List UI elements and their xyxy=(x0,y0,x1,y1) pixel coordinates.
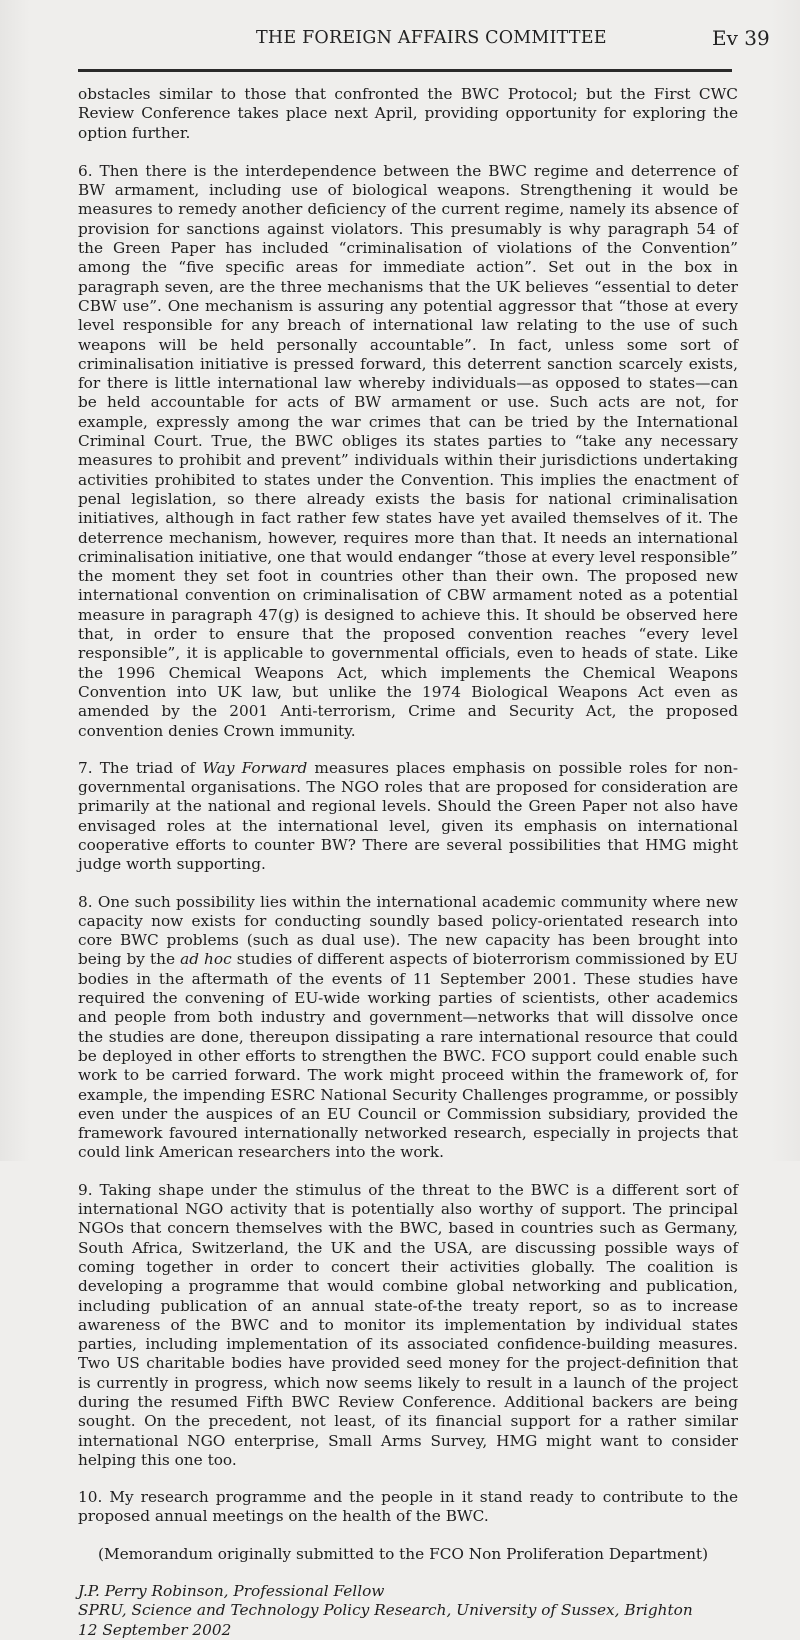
paragraph-10: 10. My research programme and the people in it stand ready to contribute to the proposed annual meetings on the health of the BWC. xyxy=(78,1488,738,1526)
document-body xyxy=(78,85,738,1640)
paragraph-7-rest: measures places emphasis on possible roles for non-governmental organisations. The NGO roles that are proposed for consideration are primarily at the national and regional levels. Should the Green Paper not also have envisaged roles at the international level, given its emphasis on international cooperative efforts to counter BW? There are several possibilities that HMG might judge worth supporting. xyxy=(78,758,738,874)
signature-name: J.P. Perry Robinson, Professional Fellow xyxy=(78,1582,385,1601)
paragraph-7 xyxy=(78,759,738,875)
memorandum-note-block xyxy=(78,1545,738,1564)
page-number: Ev 39 xyxy=(712,26,770,50)
signature-date: 12 September 2002 xyxy=(78,1620,232,1639)
page-header xyxy=(0,20,800,52)
memorandum-note: (Memorandum originally submitted to the FCO Non Proliferation Department) xyxy=(98,1544,709,1563)
paragraph-9: 9. Taking shape under the stimulus of the threat to the BWC is a different sort of international NGO activity that is potentially also worthy of support. The principal NGOs that concern themselves with the BWC, based in countries such as Germany, South Africa, Switzerland, the UK and the USA, are discussing possible ways of coming together in order to concert their activities globally. The coalition is developing a programme that would combine global networking and publication, including publication of an annual state-of-the treaty report, so as to increase awareness of the BWC and to monitor its implementation by individual states parties, including implementation of its associated confidence-building measures. Two US charitable bodies have provided seed money for the project-definition that is currently in progress, which now seems likely to result in a launch of the project during the resumed Fifth BWC Review Conference. Additional backers are being sought. On the precedent, not least, of its financial support for a rather similar international NGO enterprise, Small Arms Survey, HMG might want to consider helping this one too. xyxy=(78,1180,738,1469)
paragraph-7-start: 7. The triad of xyxy=(78,758,203,777)
signature-block xyxy=(78,1582,738,1640)
header-rule xyxy=(78,69,732,72)
paragraph-6: 6. Then there is the interdependence between the BWC regime and deterrence of BW armament, including use of biological weapons. Strengthening it would be measures to remedy another deficiency of the current regime, namely its absence of provision for sanctions against violators. This presumably is why paragraph 54 of the Green Paper has included “criminalisation of violations of the Convention” among the “five specific areas for immediate action”. Set out in the box in paragraph seven, are the three mechanisms that the UK believes “essential to deter CBW use”. One mechanism is assuring any potential aggressor that “those at every level responsible for any breach of international law relating to the use of such weapons will be held personally accountable”. In fact, unless some sort of criminalisation initiative is pressed forward, this deterrent sanction scarcely exists, for there is little international law whereby individuals—as opposed to states—can be held accountable for acts of BW armament or use. Such acts are not, for example, expressly among the war crimes that can be tried by the International Criminal Court. True, the BWC obliges its states parties to “take any necessary measures to prohibit and prevent” individuals within their jurisdictions undertaking activities prohibited to states under the Convention. This implies the enactment of penal legislation, so there already exists the basis for national criminalisation initiatives, although in fact rather few states have yet availed themselves of it. The deterrence mechanism, however, requires more than that. It needs an international criminalisation initiative, one that would endanger “those at every level responsible” the moment they set foot in countries other than their own. The proposed new international convention on criminalisation of CBW armament noted as a potential measure in paragraph 47(g) is designed to achieve this. It should be observed here that, in order to ensure that the proposed convention reaches “every level responsible”, it is applicable to governmental officials, even to heads of state. Like the 1996 Chemical Weapons Act, which implements the Chemical Weapons Convention into UK law, but unlike the 1974 Biological Weapons Act even as amended by the 2001 Anti-terrorism, Crime and Security Act, the proposed convention denies Crown immunity. xyxy=(78,161,738,740)
paragraph-7-italic: Way Forward xyxy=(202,758,308,777)
paragraph-8-rest: studies of different aspects of bioterrorism commissioned by EU bodies in the aftermath of the events of 11 September 2001. These studies have required the convening of EU-wide working parties of scientists, other academics and people from both industry and government—networks that will dissolve once the studies are done, thereupon dissipating a rare international resource that could be deployed in other efforts to strengthen the BWC. FCO support could enable such work to be carried forward. The work might proceed within the framework of, for example, the impending ESRC National Security Challenges programme, or possibly even under the auspices of an EU Council or Commission subsidiary, provided the framework favoured internationally networked research, especially in projects that could link American researchers into the work. xyxy=(78,950,738,1162)
paragraph-8-italic: ad hoc xyxy=(180,950,232,969)
paragraph-8-start: 8. One such possibility lies within the international academic community where new capacity now exists for conducting soundly based policy-orientated research into core BWC problems (such as dual use). The new capacity has been brought into being by the xyxy=(78,892,738,969)
paragraph-8 xyxy=(78,893,738,1163)
paragraph-continued: obstacles similar to those that confronted the BWC Protocol; but the First CWC Review Conference takes place next April, providing opportunity for exploring the option further. xyxy=(78,85,738,142)
signature-affiliation: SPRU, Science and Technology Policy Research, University of Sussex, Brighton xyxy=(78,1601,693,1620)
running-title: THE FOREIGN AFFAIRS COMMITTEE xyxy=(256,28,607,48)
